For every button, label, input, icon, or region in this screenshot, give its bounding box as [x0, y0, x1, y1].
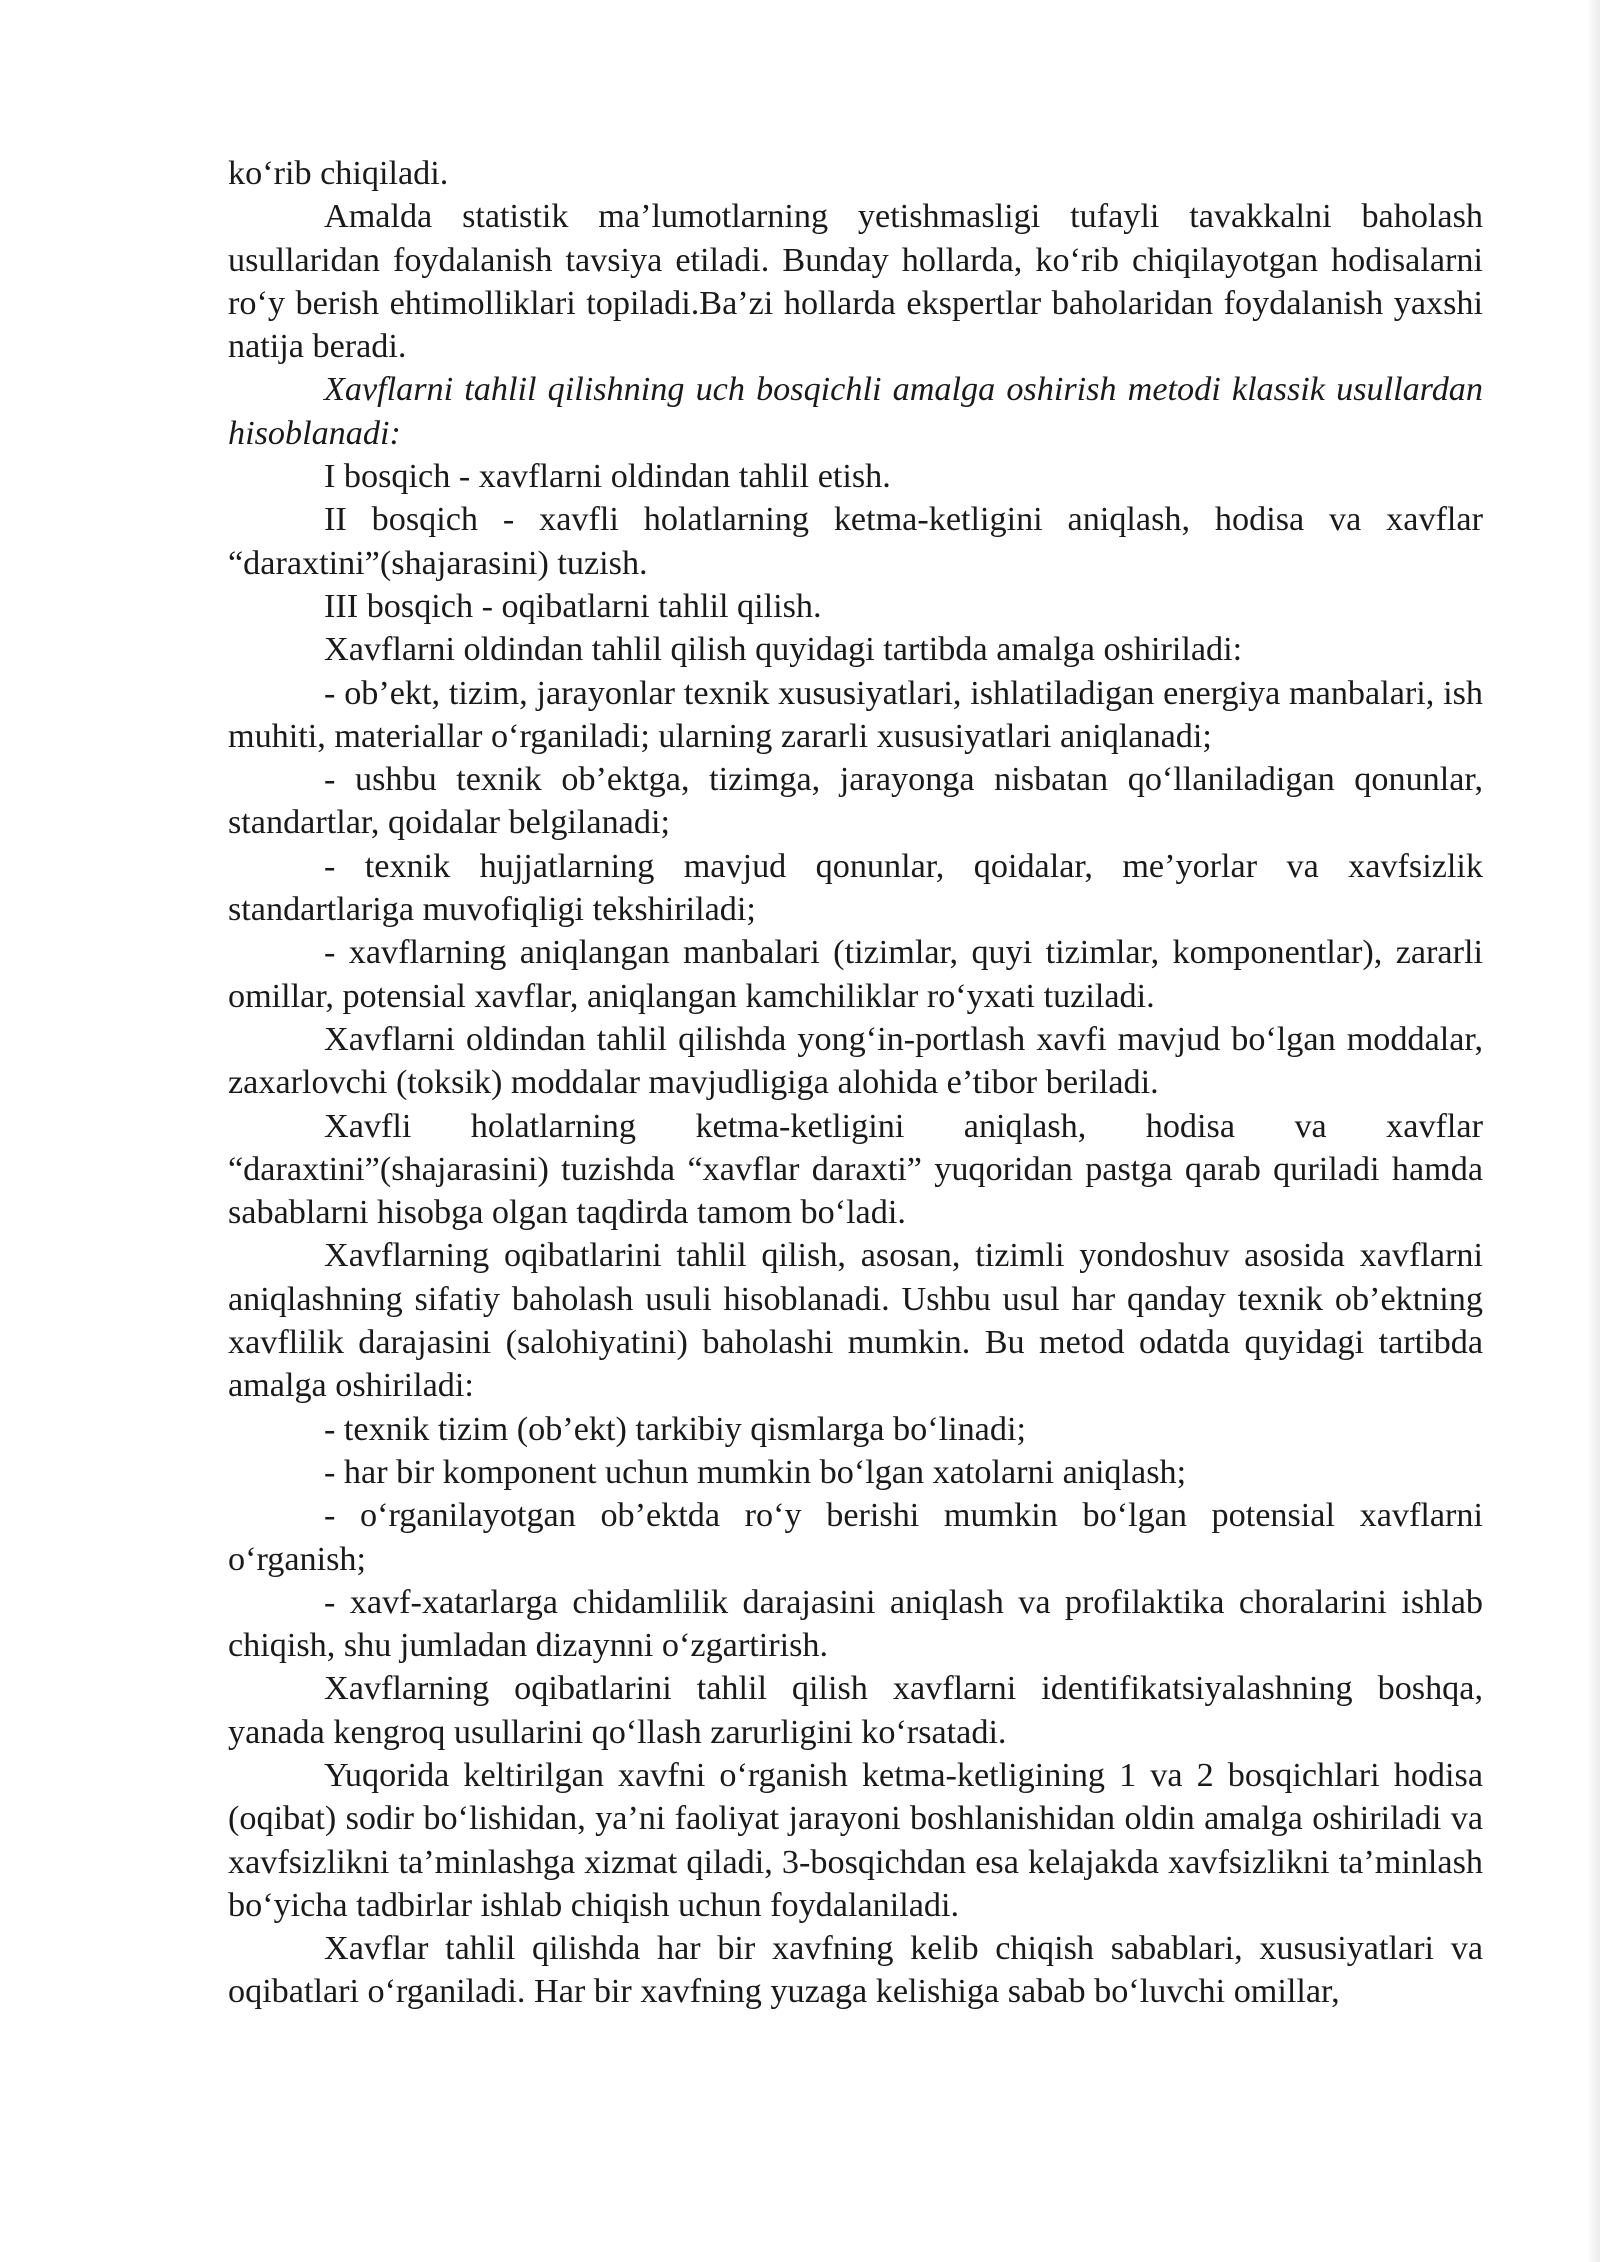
list-item: - har bir komponent uchun mumkin bo‘lgan xatolarni aniqlash;: [324, 1453, 1187, 1491]
list-item: - xavflarning aniqlangan manbalari (tizimlar, quyi tizimlar, komponentlar), zararli omillar, potensial xavflar, aniqlangan kamchiliklar ro‘yxati tuziladi.: [228, 934, 1483, 1015]
paragraph: Yuqorida keltirilgan xavfni o‘rganish ketma-ketligining 1 va 2 bosqichlari hodisa (oqibat) sodir bo‘lishidan, ya’ni faoliyat jarayoni boshlanishidan oldin amalga oshiriladi va xavfsizlikni ta’minlashga xizmat qiladi, 3-bosqichdan esa kelajakda xavfsizlikni ta’minlash bo‘yicha tadbirlar ishlab chiqish uchun foydalaniladi.: [228, 1756, 1483, 1924]
list-item: - ob’ekt, tizim, jarayonlar texnik xususiyatlari, ishlatiladigan energiya manbalari, ish muhiti, materiallar o‘rganiladi; ularning zararli xususiyatlari aniqlanadi;: [228, 674, 1483, 755]
list-item: - o‘rganilayotgan ob’ektda ro‘y berishi mumkin bo‘lgan potensial xavflarni o‘rganish;: [228, 1497, 1483, 1578]
paragraph: Xavflarning oqibatlarini tahlil qilish, asosan, tizimli yondoshuv asosida xavflarni aniqlashning sifatiy baholash usuli hisoblanadi. Ushbu usul har qanday texnik ob’ektning xavflilik darajasini (salohiyatini) baholashi mumkin. Bu metod odatda quyidagi tartibda amalga oshiriladi:: [228, 1237, 1483, 1405]
paragraph: Amalda statistik ma’lumotlarning yetishmasligi tufayli tavakkalni baholash usullaridan foydalanish tavsiya etiladi. Bunday hollarda, ko‘rib chiqilayotgan hodisalarni ro‘y berish ehtimolliklari topiladi.Ba’zi hollarda ekspertlar baholaridan foydalanish yaxshi natija beradi.: [228, 198, 1483, 366]
paragraph-italic-heading: Xavflarni tahlil qilishning uch bosqichli amalga oshirish metodi klassik usullardan hisoblanadi:: [228, 371, 1483, 452]
document-page: [228, 152, 1483, 2014]
paragraph: Xavflarni oldindan tahlil qilish quyidagi tartibda amalga oshiriladi:: [324, 631, 1243, 669]
stage-item: III bosqich - oqibatlarni tahlil qilish.: [324, 587, 822, 625]
stage-item: II bosqich - xavfli holatlarning ketma-ketligini aniqlash, hodisa va xavflar “daraxtini”(shajarasini) tuzish.: [228, 501, 1483, 582]
list-item: - xavf-xatarlarga chidamlilik darajasini aniqlash va profilaktika choralarini ishlab chiqish, shu jumladan dizaynni o‘zgartirish.: [228, 1583, 1483, 1665]
stage-item: I bosqich - xavflarni oldindan tahlil etish.: [324, 458, 891, 496]
paragraph: Xavflarning oqibatlarini tahlil qilish xavflarni identifikatsiyalashning boshqa, yanada kengroq usullarini qo‘llash zarurligini ko‘rsatadi.: [228, 1670, 1483, 1751]
list-item: - texnik hujjatlarning mavjud qonunlar, qoidalar, me’yorlar va xavfsizlik standartlariga muvofiqligi tekshiriladi;: [228, 847, 1483, 929]
paragraph-continuation: ko‘rib chiqiladi.: [228, 155, 449, 192]
paragraph: Xavflarni oldindan tahlil qilishda yong‘in-portlash xavfi mavjud bo‘lgan moddalar, zaxarlovchi (toksik) moddalar mavjudligiga alohida e’tibor beriladi.: [228, 1020, 1483, 1102]
paragraph: Xavfli holatlarning ketma-ketligini aniqlash, hodisa va xavflar “daraxtini”(shajarasini) tuzishda “xavflar daraxti” yuqoridan pastga qarab quriladi hamda sabablarni hisobga olgan taqdirda tamom bo‘ladi.: [228, 1107, 1483, 1232]
page-edge-shadow: [1586, 0, 1600, 2262]
list-item: - ushbu texnik ob’ektga, tizimga, jarayonga nisbatan qo‘llaniladigan qonunlar, standartlar, qoidalar belgilanadi;: [228, 761, 1483, 842]
list-item: - texnik tizim (ob’ekt) tarkibiy qismlarga bo‘linadi;: [324, 1410, 1026, 1448]
paragraph: Xavflar tahlil qilishda har bir xavfning kelib chiqish sabablari, xususiyatlari va oqibatlari o‘rganiladi. Har bir xavfning yuzaga kelishiga sabab bo‘luvchi omillar,: [228, 1930, 1483, 2011]
